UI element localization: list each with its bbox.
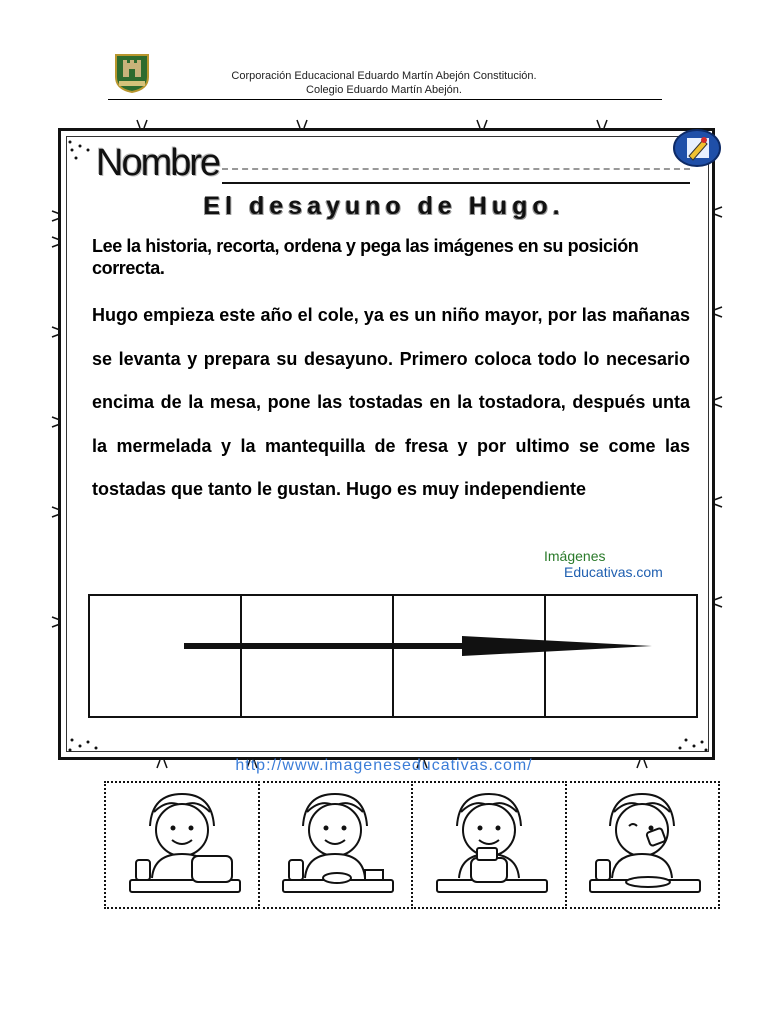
imagenes-educativas-logo (544, 548, 663, 580)
brand-line-2: Educativas.com (564, 564, 663, 580)
cutout-card-4[interactable] (565, 781, 721, 909)
document-header (0, 0, 768, 110)
school-name-line: Corporación Educacional Eduardo Martín Abejón Constitución. (231, 70, 537, 82)
boy-eating-toast-icon (572, 786, 712, 904)
cutout-card-3[interactable] (411, 781, 567, 909)
instructions-text: Lee la historia, recorta, ordena y pega las imágenes en su posición correcta. (92, 236, 639, 278)
header-divider (108, 99, 662, 100)
boy-toaster-icon (419, 786, 559, 904)
school-subname-line: Colegio Eduardo Martín Abejón. (306, 84, 462, 96)
boy-with-toaster-icon (112, 786, 252, 904)
cutout-card-1[interactable] (104, 781, 260, 909)
nombre-label: Nombre (96, 142, 220, 184)
pencil-badge-icon (673, 128, 721, 168)
sequence-arrow-icon (184, 634, 654, 658)
name-write-line-dashed (222, 168, 690, 170)
cutout-card-2[interactable] (258, 781, 414, 909)
cutout-images-row (104, 781, 718, 909)
worksheet-title: El desayuno de Hugo. (203, 192, 565, 220)
story-text: Hugo empieza este año el cole, ya es un niño mayor, por las mañanas se levanta y prepara su desayuno. Primero coloca todo lo necesario encima de la mesa, pone las tostadas en la tostadora, después unta la mermelada y la mantequilla de fresa y por ultimo se come las tostadas que tanto le gustan. Hugo es muy independiente (92, 305, 690, 499)
website-url: http://www.imageneseducativas.com/ (235, 757, 533, 774)
brand-line-1: Imágenes (544, 548, 606, 564)
name-write-line (222, 182, 690, 184)
boy-spreading-butter-icon (265, 786, 405, 904)
